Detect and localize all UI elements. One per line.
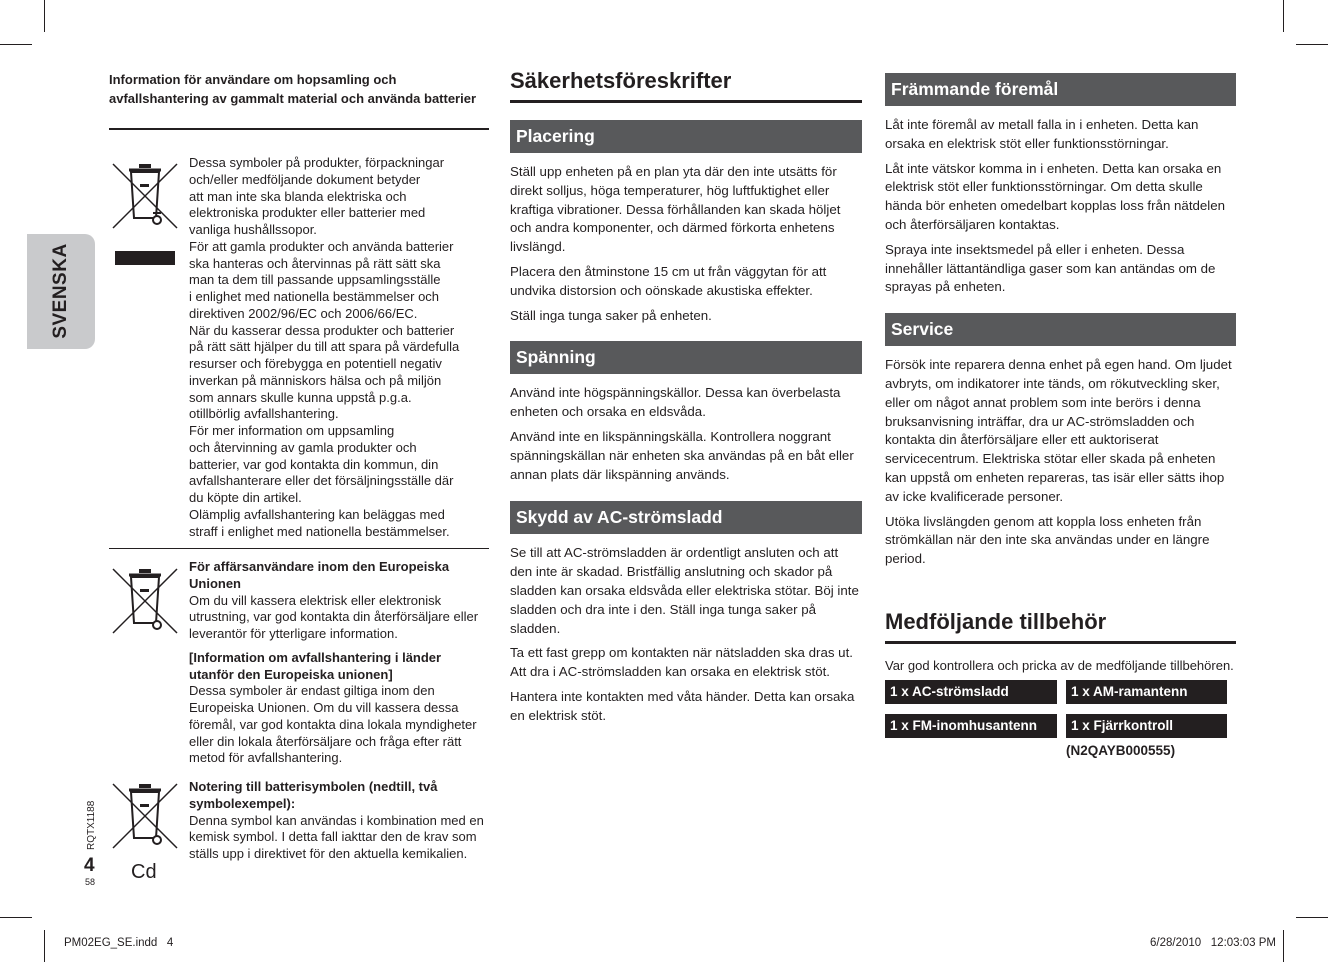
text-line: som annars skulle kunna uppstå p.g.a. [189, 389, 412, 405]
paragraph: Ställ upp enheten på en plan yta där den inte utsätts för direkt solljus, höga temperaturer, hög luftfuktighet eller kraftiga vibrationer. Dessa förhållanden kan skada höljet och andra komponenter, och därmed förkorta enhetens livslängd. [510, 164, 841, 255]
paragraph: Spraya inte insektsmedel på eller i enheten. Dessa innehåller lättantändliga gaser som kan antändas om de sprayas på enheten. [885, 241, 1216, 295]
business-users-text: Om du vill kassera elektrisk eller elektronisk utrustning, var god kontakta din återförsäljare eller leverantör för ytterligare information. [189, 592, 479, 641]
text-line: elektroniska produkter eller batterier med [189, 205, 426, 221]
business-users-heading: För affärsanvändare inom den Europeiska Unionen [189, 559, 450, 591]
accessories-title: Medföljande tillbehör [885, 607, 1236, 644]
accessory-item: 1 x FM-inomhusantenn [885, 714, 1057, 738]
text-line: och återvinning av gamla produkter och [189, 439, 417, 455]
paragraph: Utöka livslängden genom att koppla loss enheten från strömkällan när den inte ska användas under en längre period. [885, 513, 1210, 567]
language-tab [27, 234, 95, 349]
text-line: att man inte ska blanda elektriska och [189, 188, 407, 204]
right-column [885, 73, 1236, 761]
paragraph: Ställ inga tunga saker på enheten. [510, 307, 712, 323]
footer-timestamp: 6/28/2010 12:03:03 PM [1150, 937, 1276, 949]
page-number: 4 [84, 855, 95, 876]
text-line: batterier, var god kontakta din kommun, din [189, 456, 439, 472]
accessory-item: 1 x AC-strömsladd [885, 680, 1057, 704]
paragraph: Använd inte en likspänningskälla. Kontrollera noggrant spänningskällan när enheten ska användas på en båt eller annan plats där likspänning används. [510, 428, 854, 482]
language-tab-label: SVENSKA [50, 243, 71, 339]
text-line: avfallshanterare eller det försäljningsställe där [189, 473, 454, 489]
text-line: När du kasserar dessa produkter och batterier [189, 322, 455, 338]
left-column [109, 70, 489, 883]
paragraph: Använd inte högspänningskällor. Dessa kan överbelasta enheten och orsaka en eldsvåda. [510, 385, 841, 420]
text-line: Dessa symboler på produkter, förpackningar [189, 155, 445, 170]
paragraph: Placera den åtminstone 15 cm ut från väggytan för att undvika distorsion och oönskade akustiska effekter. [510, 263, 827, 298]
battery-note-heading: Notering till batterisymbolen (nedtill, två symbolexempel): [189, 779, 438, 811]
crossed-bin-icon [109, 565, 181, 637]
text-line: i enlighet med nationella bestämmelser och [189, 289, 440, 304]
section-heading-ac-cord: Skydd av AC-strömsladd [510, 501, 862, 534]
chem-symbol: Cd [131, 861, 157, 883]
non-eu-text: Dessa symboler är endast giltiga inom den Europeiska Unionen. Om du vill kassera dessa föremål, var god kontakta dina lokala myndigheter eller din lokala återförsäljare och fråga efter rätt metod för avfallshantering. [189, 683, 477, 766]
block-divider [109, 548, 489, 549]
text-line: straff i enlighet med nationella bestämmelser. [189, 523, 450, 539]
section-heading-placement: Placering [510, 120, 862, 153]
paragraph: Försök inte reparera denna enhet på egen hand. Om ljudet avbryts, om indikatorer inte tänds, om rökutveckling sker, eller om något annat problem som inte berörs i denna bruksanvisning inträffar, dra ur AC-strömsladden och kontakta din återförsäljare eller ett auktoriserat servicecentrum. Elektriska stötar eller skada på enheten kan uppstå om enheten repareras, tas isär eller sätts ihop av icke kvalificerade personer. [885, 357, 1232, 504]
intro-rule [109, 128, 489, 130]
accessory-list [885, 680, 1236, 738]
text-line: på rätt sätt hjälper du till att spara på värdefulla [189, 339, 460, 355]
weee-text-1 [189, 155, 489, 540]
accessory-item: 1 x Fjärrkontroll [1066, 714, 1227, 738]
text-line: direktiven 2002/96/EC och 2006/66/EC. [189, 305, 418, 321]
section-heading-service: Service [885, 313, 1236, 346]
footer-file-name: PM02EG_SE.indd 4 [64, 937, 174, 949]
remote-code: (N2QAYB000555) [1066, 742, 1176, 758]
accessory-item: 1 x AM-ramantenn [1066, 680, 1227, 704]
paragraph: Se till att AC-strömsladden är ordentligt ansluten och att den inte är skadad. Bristfällig anslutning och skador på sladden kan orsaka eldsvåda eller elektriska stötar. Böj inte sladden och dra inte i den. Ställ inga tunga saker på sladden. [510, 545, 859, 636]
weee-text-3 [189, 779, 489, 863]
section-heading-voltage: Spänning [510, 341, 862, 374]
text-line: resurser och förebygga en potentiell negativ [189, 356, 442, 371]
text-line: inverkan på människors hälsa och på miljön [189, 372, 442, 388]
paragraph: Låt inte vätskor komma in i enheten. Detta kan orsaka en elektrisk stöt eller funktionsstörningar. Om detta skulle hända bör enheten omedelbart kopplas loss från nätdelen och återförsäljaren kontaktas. [885, 160, 1226, 232]
text-line: För mer information om uppsamling [189, 423, 395, 438]
text-line: man ta dem till passande uppsamlingsställe [189, 272, 441, 288]
text-line: vanliga hushållssopor. [189, 222, 317, 237]
battery-note-text: Denna symbol kan användas i kombination med en kemisk symbol. I detta fall iakttar den de krav som ställs upp i direktivet för den aktuella kemikalien. [189, 812, 484, 861]
non-eu-heading: [Information om avfallshantering i länder utanför den Europeiska unionen] [189, 649, 442, 682]
text-line: du köpte din artikel. [189, 490, 302, 505]
text-line: och/eller medföljande dokument betyder [189, 171, 421, 187]
black-marker [115, 251, 175, 265]
safety-title: Säkerhetsföreskrifter [510, 66, 862, 103]
section-heading-foreign-objects: Främmande föremål [885, 73, 1236, 106]
battery-bin-icon [109, 780, 181, 884]
middle-column [510, 66, 862, 732]
text-line: otillbörlig avfallshantering. [189, 406, 339, 422]
paragraph: Ta ett fast grepp om kontakten när nätsladden ska dras ut. Att dra i AC-strömsladden kan orsaka en elektrisk stöt. [510, 645, 853, 680]
intro-title: Information för användare om hopsamling och avfallshantering av gammalt material och använda batterier [109, 72, 477, 106]
text-line: För att gamla produkter och använda batterier [189, 238, 454, 254]
text-line: ska hanteras och återvinnas på rätt sätt ska [189, 255, 441, 271]
paragraph: Låt inte föremål av metall falla in i enheten. Detta kan orsaka en elektrisk stöt eller funktionsstörningar. [885, 117, 1199, 151]
accessories-intro: Var god kontrollera och pricka av de medföljande tillbehören. [885, 657, 1234, 673]
crossed-bin-icon [109, 160, 181, 232]
text-line: Olämplig avfallshantering kan beläggas med [189, 506, 445, 522]
page-number-small: 58 [85, 877, 96, 887]
doc-code: RQTX1188 [86, 800, 97, 850]
paragraph: Hantera inte kontakten med våta händer. Detta kan orsaka en elektrisk stöt. [510, 688, 855, 723]
weee-text-2 [189, 559, 489, 767]
